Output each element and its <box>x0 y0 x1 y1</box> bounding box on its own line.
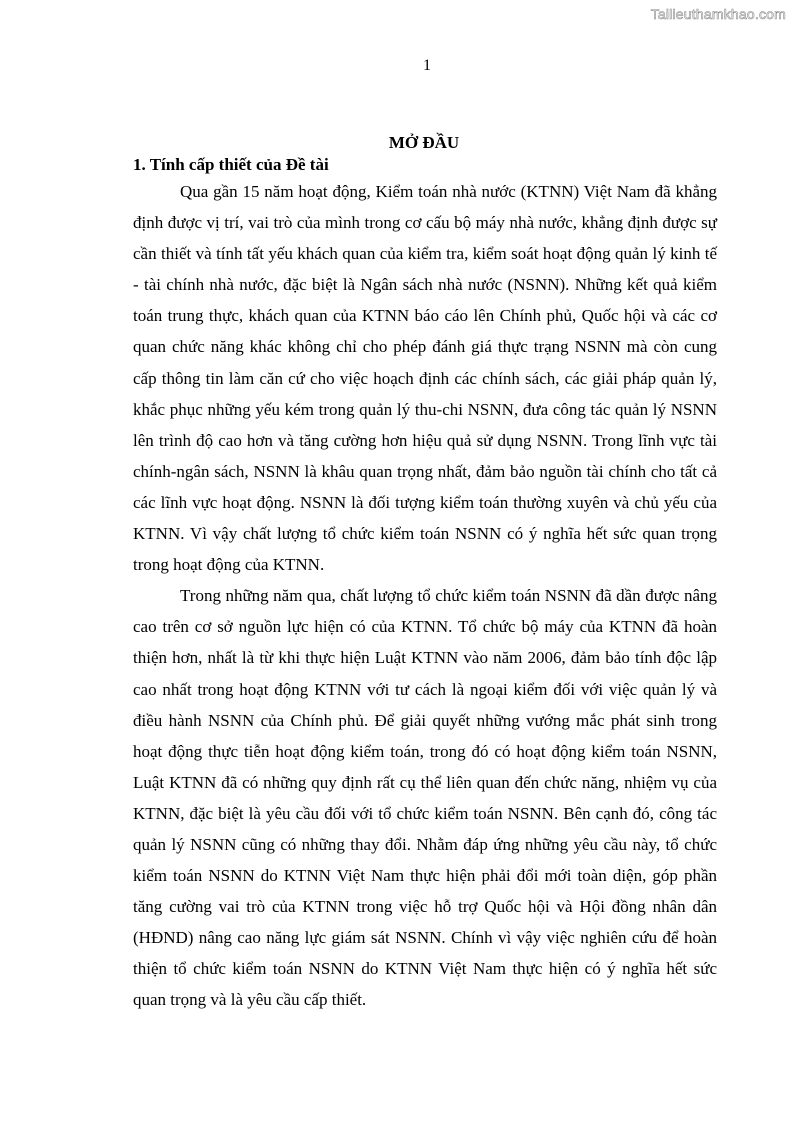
paragraph-2: Trong những năm qua, chất lượng tổ chức kiểm toán NSNN đã dần được nâng cao trên cơ sở nguồn lực hiện có của KTNN. Tổ chức bộ máy của KTNN đã hoàn thiện hơn, nhất là từ khi thực hiện Luật KTNN vào năm 2006, đảm bảo tính độc lập cao nhất trong hoạt động KTNN với tư cách là ngoại kiểm đối với việc quản lý và điều hành NSNN của Chính phủ. Để giải quyết những vướng mắc phát sinh trong hoạt động thực tiễn hoạt động kiểm toán, trong đó có hoạt động kiểm toán NSNN, Luật KTNN đã có những quy định rất cụ thể liên quan đến chức năng, nhiệm vụ của KTNN, đặc biệt là yêu cầu đối với tổ chức kiểm toán NSNN. Bên cạnh đó, công tác quản lý NSNN cũng có những thay đổi. Nhằm đáp ứng những yêu cầu này, tổ chức kiểm toán NSNN do KTNN Việt Nam thực hiện phải đổi mới toàn diện, góp phần tăng cường vai trò của KTNN trong việc hỗ trợ Quốc hội và Hội đồng nhân dân (HĐND) nâng cao năng lực giám sát NSNN. Chính vì vậy việc nghiên cứu để hoàn thiện tổ chức kiểm toán NSNN do KTNN Việt Nam thực hiện có ý nghĩa hết sức quan trọng và là yêu cầu cấp thiết. <box>133 586 717 1010</box>
watermark: Tailieuthamkhao.com <box>650 6 786 22</box>
page-number: 1 <box>423 57 431 74</box>
page-heading: MỞ ĐẦU <box>388 133 460 152</box>
paragraph-1: Qua gần 15 năm hoạt động, Kiểm toán nhà nước (KTNN) Việt Nam đã khẳng định được vị trí, vai trò của mình trong cơ cấu bộ máy nhà nước, khẳng định được sự cần thiết và tính tất yếu khách quan của kiểm tra, kiểm soát hoạt động quản lý kinh tế - tài chính nhà nước, đặc biệt là Ngân sách nhà nước (NSNN). Những kết quả kiểm toán trung thực, khách quan của KTNN báo cáo lên Chính phủ, Quốc hội và các cơ quan chức năng khác không chỉ cho phép đánh giá thực trạng NSNN mà còn cung cấp thông tin làm căn cứ cho việc hoạch định các chính sách, các giải pháp quản lý, khắc phục những yếu kém trong quản lý thu-chi NSNN, đưa công tác quản lý NSNN lên trình độ cao hơn và tăng cường hơn hiệu quả sử dụng NSNN. Trong lĩnh vực tài chính-ngân sách, NSNN là khâu quan trọng nhất, đảm bảo nguồn tài chính cho tất cả các lĩnh vực hoạt động. NSNN là đối tượng kiểm toán thường xuyên và chủ yếu của KTNN. Vì vậy chất lượng tổ chức kiểm toán NSNN có ý nghĩa hết sức quan trọng trong hoạt động của KTNN. <box>133 182 717 575</box>
section-title: 1. Tính cấp thiết của Đề tài <box>133 155 329 174</box>
body-text <box>133 176 717 1016</box>
